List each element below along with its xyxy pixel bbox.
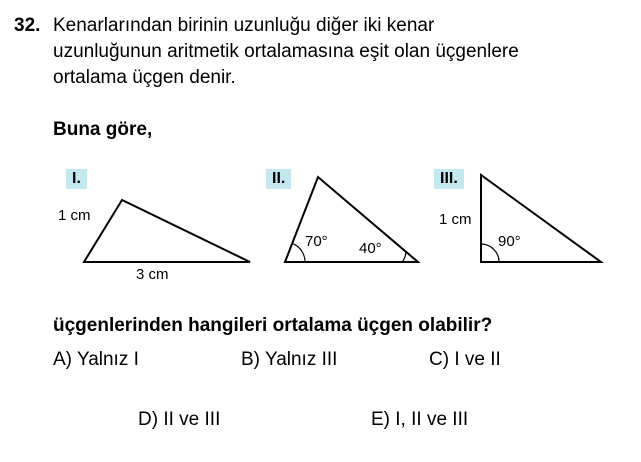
figure-ii-angle-label-2: 40° bbox=[359, 240, 382, 257]
triangle-iii-angle-arc bbox=[481, 244, 499, 262]
figure-i-side-label: 1 cm bbox=[58, 207, 91, 224]
triangle-i-shape bbox=[84, 200, 250, 262]
option-text: I, II ve III bbox=[395, 409, 469, 430]
option-c[interactable] bbox=[429, 349, 501, 371]
triangle-ii-angle-arc-1 bbox=[292, 243, 305, 262]
figure-ii-label: II. bbox=[266, 169, 291, 189]
question-prompt: üçgenlerinden hangileri ortalama üçgen olabilir? bbox=[53, 315, 493, 336]
figure-i-label: I. bbox=[66, 169, 87, 189]
option-text: Yalnız I bbox=[76, 349, 139, 370]
option-a[interactable] bbox=[53, 349, 139, 371]
figure-ii-angle-label-1: 70° bbox=[305, 233, 328, 250]
option-e[interactable] bbox=[371, 409, 468, 431]
option-letter: C) bbox=[429, 349, 450, 370]
triangle-ii-angle-arc-2 bbox=[402, 252, 406, 262]
figure-iii-angle-label: 90° bbox=[498, 233, 521, 250]
option-text: I ve II bbox=[454, 349, 501, 370]
option-letter: B) bbox=[241, 349, 260, 370]
figure-iii-side-label: 1 cm bbox=[439, 211, 472, 228]
option-letter: D) bbox=[138, 409, 159, 430]
option-text: II ve III bbox=[163, 409, 221, 430]
option-letter: E) bbox=[371, 409, 390, 430]
question-number: 32. bbox=[14, 15, 41, 36]
option-letter: A) bbox=[53, 349, 72, 370]
option-d[interactable] bbox=[138, 409, 220, 431]
stem-line: Kenarlarından birinin uzunluğu diğer iki kenar bbox=[53, 15, 435, 36]
lead-in: Buna göre, bbox=[53, 119, 153, 140]
stem-line: uzunluğunun aritmetik ortalamasına eşit olan üçgenlere bbox=[53, 41, 519, 62]
figure-i-base-label: 3 cm bbox=[136, 266, 169, 283]
stem-line: ortalama üçgen denir. bbox=[53, 67, 236, 88]
option-text: Yalnız III bbox=[264, 349, 338, 370]
option-b[interactable] bbox=[241, 349, 337, 371]
figure-iii-label: III. bbox=[434, 169, 464, 189]
